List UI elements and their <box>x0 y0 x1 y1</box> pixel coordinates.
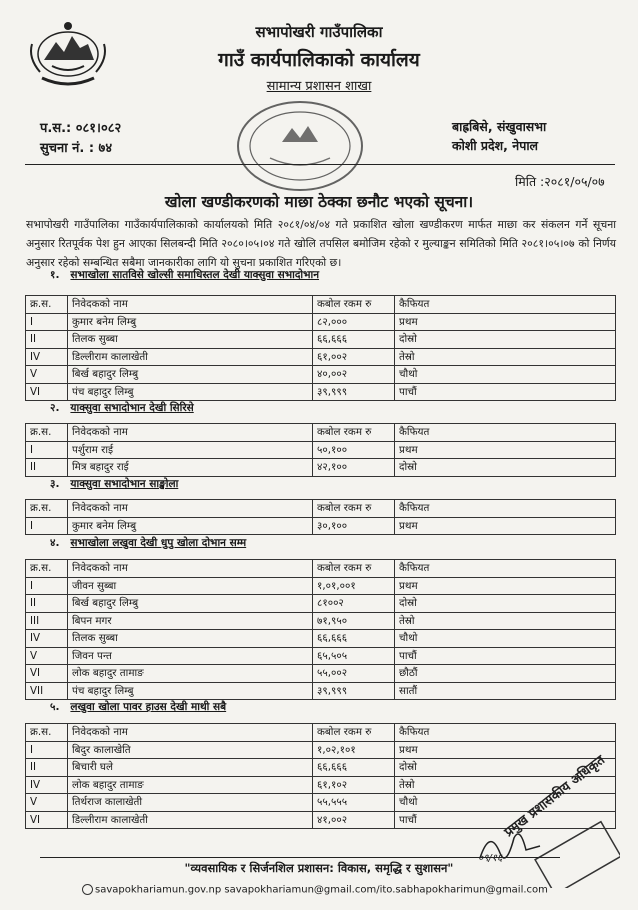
section-title: सभाखोला लखुवा देखी धुपु खोला दोभान सम्म <box>70 537 247 549</box>
cell-sn: VII <box>26 682 68 700</box>
header-remarks: कैफियत <box>395 424 616 442</box>
cell-sn: II <box>26 331 68 349</box>
table-row <box>26 441 616 459</box>
cell-name: तिलक सुब्बा <box>68 331 313 349</box>
official-stamp-text: प्रमुख प्रशासकीय अधिकृत <box>501 752 608 841</box>
cell-name: मित्र बहादुर राई <box>68 459 313 477</box>
section-3-heading <box>50 477 178 491</box>
cell-name: डिल्लीराम कालाखेती <box>68 348 313 366</box>
office-stamp-icon <box>230 96 370 196</box>
cell-sn: I <box>26 741 68 759</box>
web-icon <box>82 884 93 895</box>
header-remarks: कैफियत <box>395 724 616 742</box>
section-title: सभाखोला सातविसे खोल्सी समाधिस्तल देखी याक्सुवा सभादोभान <box>70 269 320 281</box>
bids-table-1 <box>25 295 616 401</box>
cell-remarks: सातौं <box>395 682 616 700</box>
cell-remarks: चौथो <box>395 630 616 648</box>
table-header-row <box>26 560 616 578</box>
cell-amount: ८१००२ <box>313 595 395 613</box>
header-name: निवेदकको नाम <box>68 500 313 518</box>
cell-name: तिलक सुब्बा <box>68 630 313 648</box>
section-title: याक्सुवा सभादोभान देखी सिरिसे <box>70 402 194 414</box>
cell-sn: II <box>26 459 68 477</box>
footer-contact <box>82 884 548 896</box>
cell-amount: ६५,५०५ <box>313 647 395 665</box>
cell-remarks: प्रथम <box>395 441 616 459</box>
cell-amount: ३९,९९९ <box>313 383 395 401</box>
cell-amount: ६१,००२ <box>313 348 395 366</box>
cell-name: लोक बहादुर तामाङ <box>68 776 313 794</box>
header-sn: क्र.स. <box>26 296 68 314</box>
reference-number: प.स.: ०८१।०८२ <box>40 121 122 136</box>
cell-remarks: चौथो <box>395 794 616 812</box>
section-1-heading <box>50 268 319 282</box>
header-name: निवेदकको नाम <box>68 296 313 314</box>
header-remarks: कैफियत <box>395 500 616 518</box>
branch-name: सामान्य प्रशासन शाखा <box>266 79 372 94</box>
cell-name: पंच बहादुर लिम्बु <box>68 682 313 700</box>
header-remarks: कैफियत <box>395 560 616 578</box>
cell-name: कुमार बनेम लिम्बु <box>68 313 313 331</box>
table-row <box>26 348 616 366</box>
section-title: लखुवा खोला पावर हाउस देखी माथी सबै <box>70 701 227 713</box>
bids-table-4 <box>25 559 616 700</box>
cell-sn: II <box>26 595 68 613</box>
cell-sn: VI <box>26 383 68 401</box>
cell-name: कुमार बनेम लिम्बु <box>68 517 313 535</box>
bids-table-3 <box>25 499 616 535</box>
cell-sn: VI <box>26 665 68 683</box>
header-amount: कबोल रकम रु <box>313 424 395 442</box>
section-number: ५. <box>50 701 60 713</box>
cell-name: बिर्ख बहादुर लिम्बु <box>68 595 313 613</box>
header-amount: कबोल रकम रु <box>313 724 395 742</box>
cell-sn: IV <box>26 348 68 366</box>
cell-sn: I <box>26 517 68 535</box>
cell-name: बिचारी घले <box>68 759 313 777</box>
section-2-heading <box>50 401 194 415</box>
table-row <box>26 577 616 595</box>
table-row <box>26 647 616 665</box>
cell-remarks: प्रथम <box>395 577 616 595</box>
table-row <box>26 331 616 349</box>
cell-amount: ५५,५५५ <box>313 794 395 812</box>
cell-sn: V <box>26 647 68 665</box>
bids-table-2 <box>25 423 616 477</box>
section-number: ४. <box>50 537 60 549</box>
table-row <box>26 741 616 759</box>
cell-remarks: दोस्रो <box>395 759 616 777</box>
header-name: निवेदकको नाम <box>68 560 313 578</box>
cell-remarks: प्रथम <box>395 313 616 331</box>
cell-remarks: पाचौं <box>395 383 616 401</box>
cell-amount: ३०,१०० <box>313 517 395 535</box>
table-row <box>26 776 616 794</box>
cell-sn: II <box>26 759 68 777</box>
cell-name: डिल्लीराम कालाखेती <box>68 811 313 829</box>
cell-sn: I <box>26 313 68 331</box>
cell-remarks: तेस्रो <box>395 776 616 794</box>
cell-sn: III <box>26 612 68 630</box>
cell-amount: ४२,१०० <box>313 459 395 477</box>
cell-amount: ४०,००२ <box>313 366 395 384</box>
cell-name: बिदुर कालाखेति <box>68 741 313 759</box>
cell-remarks: दोस्रो <box>395 595 616 613</box>
notice-body: सभापोखरी गाउँपालिका गाउँकार्यपालिकाको कार्यालयको मिति २०८१/०४/०४ गते प्रकाशित खोला खण्डीकरण मार्फत माछा कर संकलन गर्ने सूचना अनुसार रितपूर्वक पेश हुन आएका सिलबन्दी मिति २०८०।०५।०४ गते खोलि तपसिल बमोजिम रहेको र मुल्याङ्कन समितिको मिति २०८१।०५।०७ को निर्णय अनुसार रहेको सम्बन्धित सबैमा जानकारीका लागि यो सुचना प्रकाशित गरिएको छ। <box>26 218 616 269</box>
cell-name: बिपन मगर <box>68 612 313 630</box>
signature-date: ०९/१६ <box>478 853 503 864</box>
cell-remarks: तेस्रो <box>395 348 616 366</box>
section-number: २. <box>50 402 60 414</box>
footer-divider <box>40 857 560 858</box>
table-row <box>26 383 616 401</box>
cell-sn: IV <box>26 630 68 648</box>
address-line-2: कोशी प्रदेश, नेपाल <box>452 138 539 153</box>
cell-amount: ५०,१०० <box>313 441 395 459</box>
header-amount: कबोल रकम रु <box>313 560 395 578</box>
cell-remarks: प्रथम <box>395 741 616 759</box>
cell-sn: VI <box>26 811 68 829</box>
cell-name: जीवन सुब्बा <box>68 577 313 595</box>
table-row <box>26 665 616 683</box>
notice-number: सुचना नं. : ७४ <box>40 141 113 156</box>
cell-remarks: प्रथम <box>395 517 616 535</box>
cell-sn: IV <box>26 776 68 794</box>
cell-amount: ४१,००२ <box>313 811 395 829</box>
table-row <box>26 759 616 777</box>
cell-name: बिर्ख बहादुर लिम्बु <box>68 366 313 384</box>
table-header-row <box>26 296 616 314</box>
cell-name: जिवन पन्त <box>68 647 313 665</box>
section-number: १. <box>50 269 60 281</box>
cell-remarks: पाचौं <box>395 811 616 829</box>
table-row <box>26 595 616 613</box>
cell-remarks: तेस्रो <box>395 612 616 630</box>
table-row <box>26 682 616 700</box>
header-sn: क्र.स. <box>26 500 68 518</box>
header-sn: क्र.स. <box>26 724 68 742</box>
cell-name: लोक बहादुर तामाङ <box>68 665 313 683</box>
header-divider <box>25 164 615 165</box>
cell-amount: १,०२,१०१ <box>313 741 395 759</box>
header-sn: क्र.स. <box>26 560 68 578</box>
cell-amount: ७१,९५० <box>313 612 395 630</box>
notice-date: मिति :२०८१/०५/०७ <box>515 174 605 189</box>
cell-remarks: चौथो <box>395 366 616 384</box>
cell-remarks: दोस्रो <box>395 331 616 349</box>
section-title: याक्सुवा सभादोभान साङ्खोला <box>70 478 179 490</box>
table-row <box>26 517 616 535</box>
section-4-heading <box>50 536 246 550</box>
table-row <box>26 630 616 648</box>
header-sn: क्र.स. <box>26 424 68 442</box>
table-row <box>26 313 616 331</box>
footer-slogan: "व्यवसायिक र सिर्जनशिल प्रशासन: विकास, समृद्धि र सुशासन" <box>184 861 454 875</box>
table-row <box>26 459 616 477</box>
cell-sn: I <box>26 577 68 595</box>
cell-remarks: छौठौं <box>395 665 616 683</box>
notice-title: खोला खण्डीकरणको माछा ठेक्का छनौट भएको सूचना। <box>164 193 474 211</box>
cell-amount: ६१,१०२ <box>313 776 395 794</box>
cell-name: तिर्थराज कालाखेती <box>68 794 313 812</box>
section-number: ३. <box>50 478 60 490</box>
cell-amount: ८२,००० <box>313 313 395 331</box>
cell-amount: १,०१,००१ <box>313 577 395 595</box>
address-line-1: बाह्रबिसे, संखुवासभा <box>452 119 547 134</box>
cell-remarks: दोस्रो <box>395 459 616 477</box>
cell-sn: V <box>26 366 68 384</box>
municipality-name: सभापोखरी गाउँपालिका <box>255 23 383 41</box>
header-remarks: कैफियत <box>395 296 616 314</box>
cell-amount: ६६,६६६ <box>313 759 395 777</box>
table-row <box>26 612 616 630</box>
cell-name: पंच बहादुर लिम्बु <box>68 383 313 401</box>
header-name: निवेदकको नाम <box>68 724 313 742</box>
cell-name: पर्शुराम राई <box>68 441 313 459</box>
table-row <box>26 366 616 384</box>
table-header-row <box>26 724 616 742</box>
table-header-row <box>26 500 616 518</box>
cell-sn: V <box>26 794 68 812</box>
table-header-row <box>26 424 616 442</box>
section-5-heading <box>50 700 226 714</box>
contact-text: savapokhariamun.gov.np savapokhariamun@gmail.com/ito.sabhapokharimun@gmail.com <box>95 884 548 896</box>
office-name: गाउँ कार्यपालिकाको कार्यालय <box>218 49 420 71</box>
cell-sn: I <box>26 441 68 459</box>
header-amount: कबोल रकम रु <box>313 500 395 518</box>
header-amount: कबोल रकम रु <box>313 296 395 314</box>
header-name: निवेदकको नाम <box>68 424 313 442</box>
cell-amount: ६६,६६६ <box>313 331 395 349</box>
cell-amount: ५५,००२ <box>313 665 395 683</box>
cell-amount: ३९,९९९ <box>313 682 395 700</box>
cell-amount: ६६,६६६ <box>313 630 395 648</box>
cell-remarks: पाचौं <box>395 647 616 665</box>
